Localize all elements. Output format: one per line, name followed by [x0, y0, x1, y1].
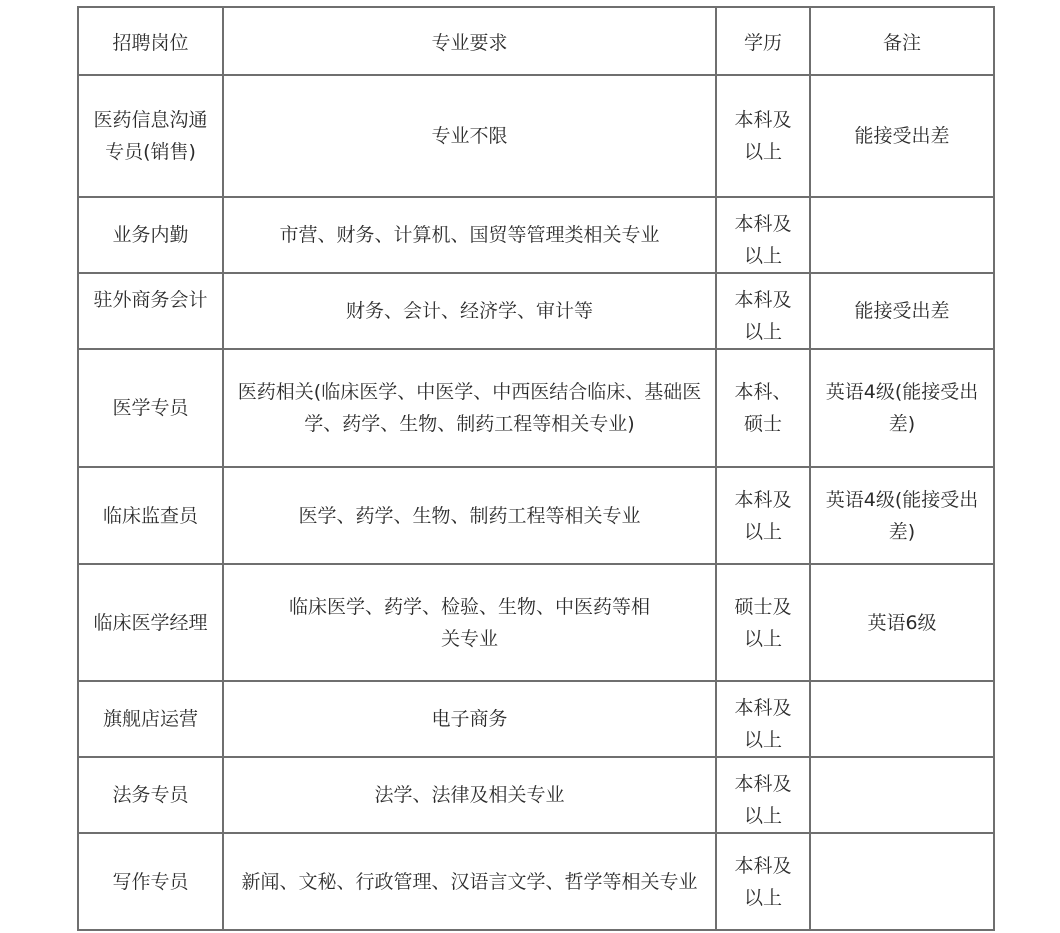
cell-major: 医药相关(临床医学、中医学、中西医结合临床、基础医学、药学、生物、制药工程等相关专业) — [223, 349, 716, 467]
cell-major: 电子商务 — [223, 681, 716, 757]
cell-note: 英语6级 — [810, 564, 994, 681]
cell-position: 医学专员 — [78, 349, 223, 467]
cell-position: 医药信息沟通专员(销售) — [78, 75, 223, 197]
cell-note: 能接受出差 — [810, 273, 994, 349]
cell-position: 旗舰店运营 — [78, 681, 223, 757]
header-education: 学历 — [716, 7, 810, 75]
table-row — [78, 833, 994, 930]
cell-education: 本科及以上 — [716, 75, 810, 197]
cell-note: 能接受出差 — [810, 75, 994, 197]
cell-position-text: 驻外商务会计 — [93, 289, 208, 311]
cell-education-text: 本科及以上 — [734, 289, 792, 343]
cell-major: 专业不限 — [223, 75, 716, 197]
table-row — [78, 349, 994, 467]
cell-education-text: 本科及以上 — [734, 213, 792, 267]
cell-note — [810, 757, 994, 833]
cell-note: 英语4级(能接受出差) — [810, 467, 994, 564]
cell-major: 法学、法律及相关专业 — [223, 757, 716, 833]
cell-education: 硕士及以上 — [716, 564, 810, 681]
cell-major: 临床医学、药学、检验、生物、中医药等相关专业 — [223, 564, 716, 681]
cell-position-text: 业务内勤 — [112, 224, 189, 246]
cell-education — [716, 681, 810, 757]
header-major: 专业要求 — [223, 7, 716, 75]
cell-major: 市营、财务、计算机、国贸等管理类相关专业 — [223, 197, 716, 273]
cell-major: 医学、药学、生物、制药工程等相关专业 — [223, 467, 716, 564]
cell-note — [810, 197, 994, 273]
cell-note — [810, 833, 994, 930]
recruitment-table — [77, 6, 995, 931]
header-position: 招聘岗位 — [78, 7, 223, 75]
table-row — [78, 75, 994, 197]
cell-education: 本科、硕士 — [716, 349, 810, 467]
cell-major: 财务、会计、经济学、审计等 — [223, 273, 716, 349]
table-row — [78, 757, 994, 833]
table-row — [78, 681, 994, 757]
cell-position: 临床监查员 — [78, 467, 223, 564]
cell-education-text: 本科及以上 — [734, 773, 792, 827]
cell-education — [716, 757, 810, 833]
table-row — [78, 467, 994, 564]
cell-education: 本科及以上 — [716, 833, 810, 930]
cell-education-text: 本科及以上 — [734, 697, 792, 751]
cell-position — [78, 197, 223, 273]
cell-education — [716, 197, 810, 273]
cell-position: 法务专员 — [78, 757, 223, 833]
cell-note: 英语4级(能接受出差) — [810, 349, 994, 467]
cell-position: 临床医学经理 — [78, 564, 223, 681]
cell-note — [810, 681, 994, 757]
cell-position — [78, 273, 223, 349]
table-row — [78, 564, 994, 681]
cell-position: 写作专员 — [78, 833, 223, 930]
table-row — [78, 197, 994, 273]
cell-education: 本科及以上 — [716, 467, 810, 564]
header-row — [78, 7, 994, 75]
table-row — [78, 273, 994, 349]
cell-education — [716, 273, 810, 349]
cell-major: 新闻、文秘、行政管理、汉语言文学、哲学等相关专业 — [223, 833, 716, 930]
header-note: 备注 — [810, 7, 994, 75]
recruitment-table-container — [77, 6, 993, 931]
